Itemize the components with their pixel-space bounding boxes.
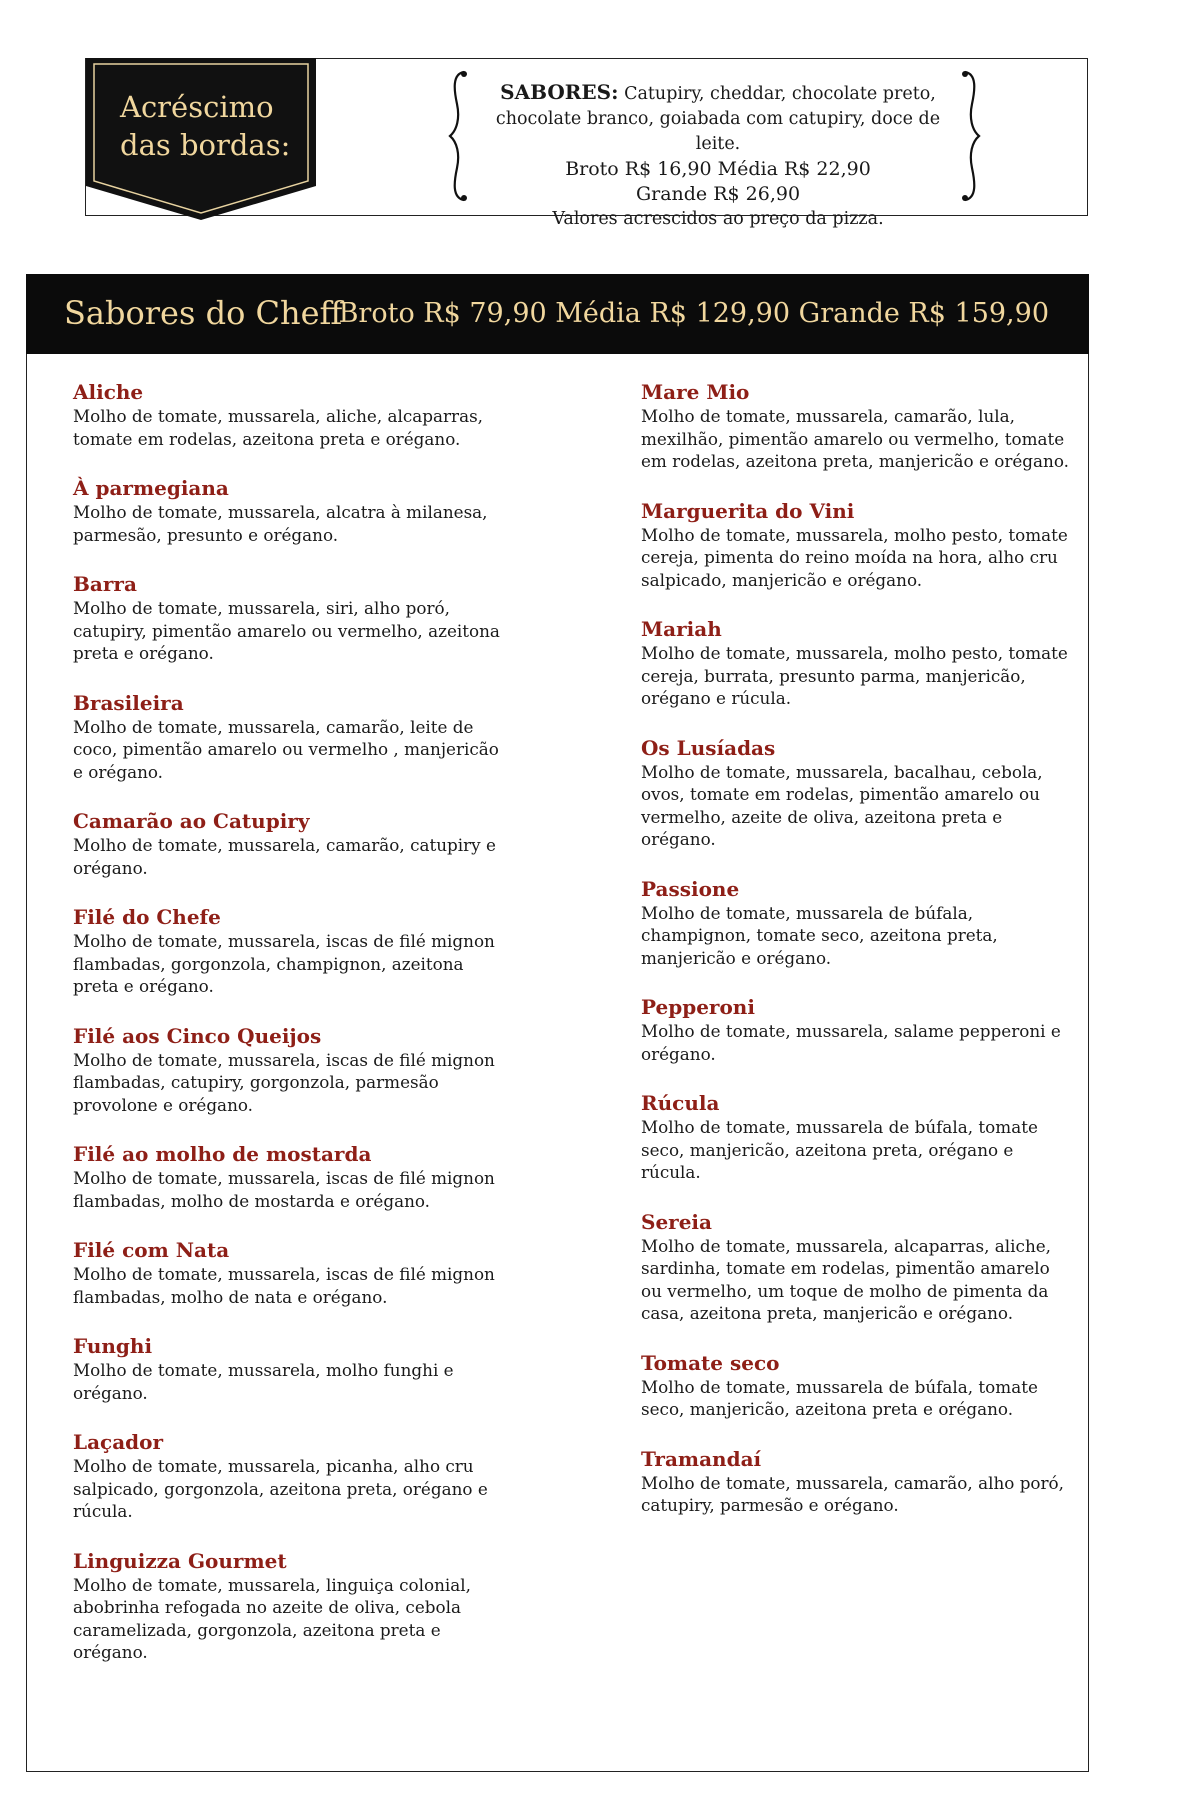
menu-column-left — [73, 380, 503, 1690]
menu-item-name: Filé do Chefe — [73, 905, 221, 929]
bordas-price-2: Grande R$ 26,90 — [635, 183, 801, 205]
menu-item-description: Molho de tomate, mussarela, iscas de filé mignon flambadas, catupiry, gorgonzola, parmesão provolone e orégano. — [73, 1049, 495, 1115]
menu-item — [73, 572, 503, 665]
menu-item-name: Linguizza Gourmet — [73, 1548, 287, 1573]
menu-item-name: À parmegiana — [73, 476, 229, 500]
menu-item-description: Molho de tomate, mussarela, alcaparras, aliche, sardinha, tomate em rodelas, pimentão amarelo ou vermelho, um toque de molho de pimenta da casa, azeitona preta, manjericão e orégano. — [641, 1235, 1052, 1323]
menu-item — [641, 1210, 1071, 1325]
menu-item-name: Marguerita do Vini — [641, 498, 855, 523]
menu-item-name: Aliche — [73, 380, 144, 404]
menu-item — [641, 995, 1071, 1065]
menu-item-description: Molho de tomate, mussarela de búfala, tomate seco, manjericão, azeitona preta, orégano e rúcula. — [641, 1117, 1038, 1182]
menu-item-description: Molho de tomate, mussarela, molho pesto, tomate cereja, burrata, presunto parma, manjericão, orégano e rúcula. — [641, 643, 1068, 708]
menu-item — [73, 1024, 503, 1117]
menu-item-name: Tomate seco — [641, 1350, 780, 1375]
menu-item-description: Molho de tomate, mussarela, salame pepperoni e orégano. — [641, 1021, 1061, 1064]
menu-item-name: Laçador — [73, 1430, 164, 1454]
menu-item-name: Rúcula — [641, 1091, 720, 1115]
menu-item-name: Filé aos Cinco Queijos — [73, 1023, 322, 1048]
menu-item-name: Tramandaí — [641, 1446, 762, 1471]
menu-item-description: Molho de tomate, mussarela, bacalhau, cebola, ovos, tomate em rodelas, pimentão amarelo ou vermelho, azeite de oliva, azeitona preta e orégano. — [641, 761, 1043, 849]
menu-item — [73, 1430, 503, 1523]
menu-item-description: Molho de tomate, mussarela, iscas de filé mignon flambadas, gorgonzola, champignon, azeitona preta e orégano. — [73, 931, 495, 996]
menu-prices: Broto R$ 79,90 Média R$ 129,90 Grande R$ 159,90 — [338, 298, 1049, 329]
menu-item-description: Molho de tomate, mussarela, siri, alho poró, catupiry, pimentão amarelo ou vermelho, azeitona preta e orégano. — [73, 598, 500, 663]
menu-item-description: Molho de tomate, mussarela, molho pesto, tomate cereja, pimenta do reino moída na hora, alho cru salpicado, manjericão e orégano. — [641, 524, 1068, 590]
menu-item — [641, 1351, 1071, 1421]
menu-item — [73, 809, 503, 879]
menu-item — [641, 736, 1071, 851]
menu-item — [73, 691, 503, 784]
menu-item-description: Molho de tomate, mussarela, camarão, alho poró, catupiry, parmesão e orégano. — [641, 1472, 1064, 1515]
menu-item — [73, 1142, 503, 1212]
menu-item-name: Mariah — [641, 617, 722, 641]
menu-item-description: Molho de tomate, mussarela, picanha, alho cru salpicado, gorgonzola, azeitona preta, orégano e rúcula. — [73, 1456, 488, 1521]
menu-item-description: Molho de tomate, mussarela, camarão, catupiry e orégano. — [73, 835, 496, 878]
menu-item-description: Molho de tomate, mussarela de búfala, tomate seco, manjericão, azeitona preta e orégano. — [641, 1376, 1038, 1419]
menu-item-name: Filé com Nata — [73, 1238, 230, 1262]
menu-item — [641, 617, 1071, 710]
menu-item-description: Molho de tomate, mussarela, linguiça colonial, abobrinha refogada no azeite de oliva, cebola caramelizada, gorgonzola, azeitona preta e orégano. — [73, 1574, 472, 1662]
menu-item — [73, 905, 503, 998]
menu-item — [641, 877, 1071, 970]
menu-item — [641, 1091, 1071, 1184]
bordas-price-1: Broto R$ 16,90 Média R$ 22,90 — [565, 158, 871, 180]
menu-item-name: Mare Mio — [641, 380, 750, 404]
menu-item-description: Molho de tomate, mussarela, camarão, leite de coco, pimentão amarelo ou vermelho , manjericão e orégano. — [73, 716, 499, 782]
bordas-badge — [86, 58, 316, 220]
menu-item — [73, 1238, 503, 1308]
sabores-title: SABORES: — [500, 80, 619, 104]
sabores-flavors-2: chocolate branco, goiabada com catupiry, doce de leite. — [495, 109, 941, 154]
menu-item — [73, 380, 503, 450]
menu-item-name: Barra — [73, 572, 137, 596]
badge-line-2: das bordas: — [120, 128, 291, 162]
menu-item-description: Molho de tomate, mussarela, aliche, alcaparras, tomate em rodelas, azeitona preta e orégano. — [73, 406, 484, 449]
sabores-line-1 — [478, 80, 958, 107]
menu-item-description: Molho de tomate, mussarela, molho funghi e orégano. — [73, 1360, 454, 1403]
menu-item — [641, 380, 1071, 473]
menu-item-description: Molho de tomate, mussarela, iscas de filé mignon flambadas, molho de mostarda e orégano. — [73, 1168, 495, 1211]
menu-item — [73, 476, 503, 546]
menu-item-name: Brasileira — [73, 690, 184, 715]
menu-title: Sabores do Cheff — [64, 294, 343, 332]
bordas-sabores — [478, 80, 958, 232]
menu-item-name: Passione — [641, 876, 740, 901]
menu-item-description: Molho de tomate, mussarela de búfala, champignon, tomate seco, azeitona preta, manjericão e orégano. — [641, 902, 998, 968]
menu-item-name: Sereia — [641, 1209, 712, 1234]
menu-item-description: Molho de tomate, mussarela, iscas de filé mignon flambadas, molho de nata e orégano. — [73, 1264, 495, 1307]
menu-item-name: Camarão ao Catupiry — [73, 809, 310, 833]
menu-item-name: Os Lusíadas — [641, 735, 776, 760]
badge-line-1: Acréscimo — [120, 90, 274, 124]
menu-item — [73, 1334, 503, 1404]
menu-item-name: Pepperoni — [641, 995, 755, 1019]
menu-header — [26, 274, 1089, 354]
right-brace-icon — [960, 68, 982, 204]
menu-column-right — [641, 380, 1071, 1543]
sabores-flavors-1: Catupiry, cheddar, chocolate preto, — [624, 84, 936, 104]
menu-item — [73, 1549, 503, 1664]
menu-item-description: Molho de tomate, mussarela, camarão, lula, mexilhão, pimentão amarelo ou vermelho, tomate em rodelas, azeitona preta, manjericão e orégano. — [641, 406, 1069, 471]
badge-title — [120, 88, 300, 164]
menu-item — [641, 499, 1071, 592]
left-brace-icon — [447, 68, 469, 204]
menu-item-name: Filé ao molho de mostarda — [73, 1142, 372, 1166]
menu-item-description: Molho de tomate, mussarela, alcatra à milanesa, parmesão, presunto e orégano. — [73, 502, 488, 545]
menu-item-name: Funghi — [73, 1334, 153, 1358]
bordas-note: Valores acrescidos ao preço da pizza. — [552, 209, 884, 229]
menu-item — [641, 1447, 1071, 1517]
